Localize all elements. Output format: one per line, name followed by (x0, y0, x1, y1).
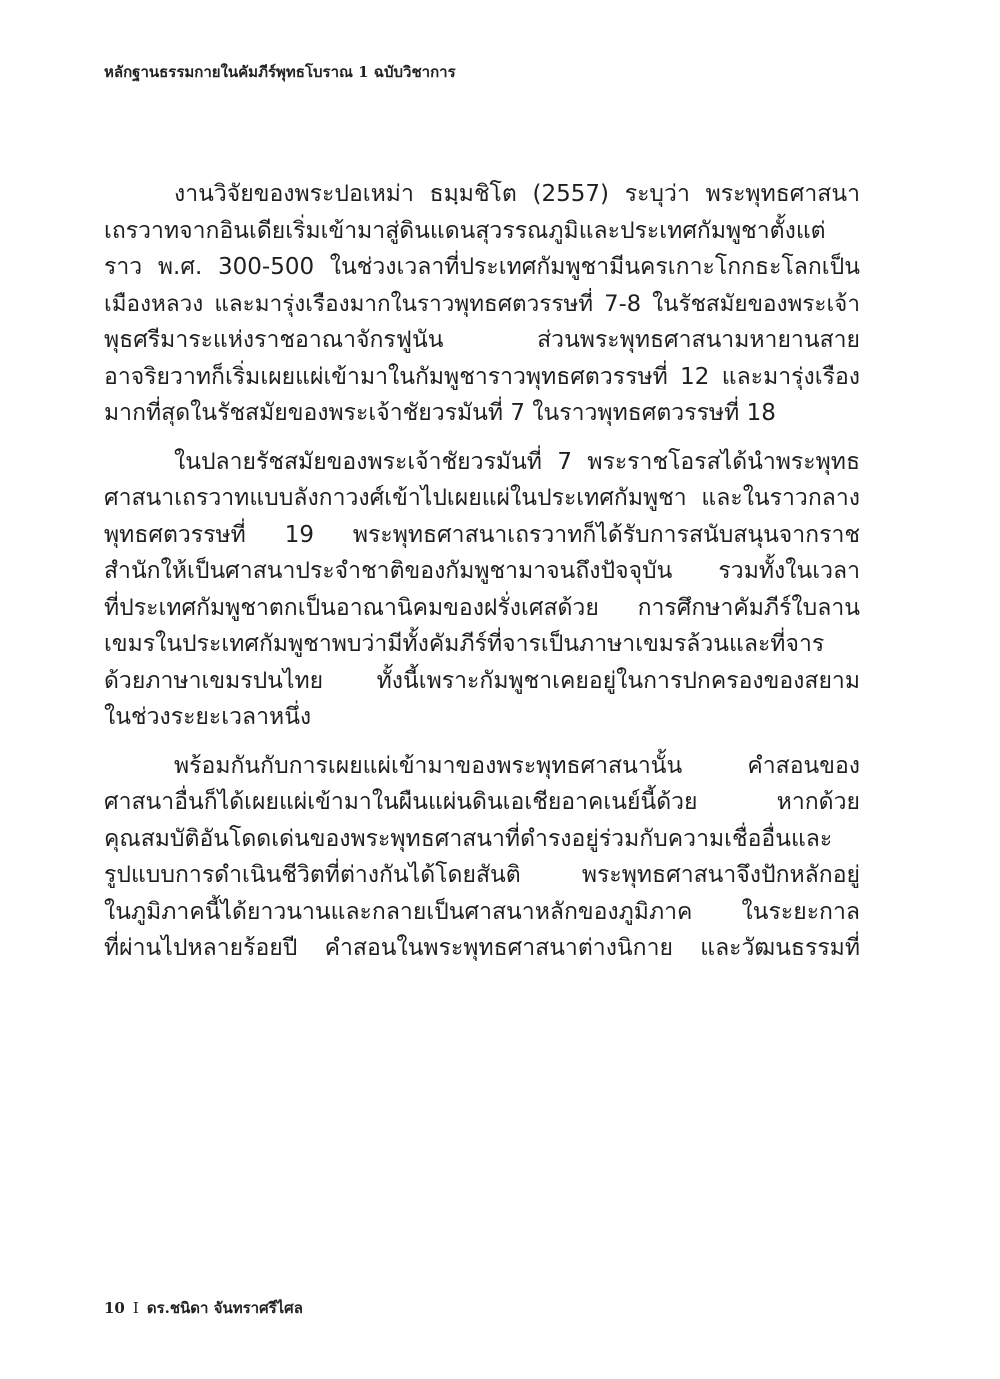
paragraph-line: คุณสมบัติอันโดดเด่นของพระพุทธศาสนาที่ดำรงอยู่ร่วมกับความเชื่ออื่นและ (104, 825, 833, 852)
paragraph-line: ที่ประเทศกัมพูชาตกเป็นอาณานิคมของฝรั่งเศสด้วย การศึกษาคัมภีร์ใบลาน (104, 594, 860, 621)
paragraph-line: เขมรในประเทศกัมพูชาพบว่ามีทั้งคัมภีร์ที่จารเป็นภาษาเขมรล้วนและที่จาร (104, 631, 825, 657)
page-footer (104, 1296, 303, 1320)
author-name: ดร.ชนิดา จันทราศรีไศล (146, 1299, 303, 1317)
paragraph-line: อาจริยวาทก็เริ่มเผยแผ่เข้ามาในกัมพูชาราวพุทธศตวรรษที่ 12 และมารุ่งเรือง (104, 363, 860, 390)
paragraph-line: พุทธศตวรรษที่ 19 พระพุทธศาสนาเถรวาทก็ได้รับการสนับสนุนจากราช (104, 521, 860, 548)
page-number: 10 (104, 1299, 125, 1317)
paragraph-line: งานวิจัยของพระปอเหม่า ธมฺมชิโต (2557) ระบุว่า พระพุทธศาสนา (174, 181, 860, 207)
running-header: หลักฐานธรรมกายในคัมภีร์พุทธโบราณ 1 ฉบับวิชาการ (104, 63, 456, 81)
paragraph-line: เมืองหลวง และมารุ่งเรืองมากในราวพุทธศตวรรษที่ 7-8 ในรัชสมัยของพระเจ้า (104, 290, 860, 317)
paragraph-line: ด้วยภาษาเขมรปนไทย ทั้งนี้เพราะกัมพูชาเคยอยู่ในการปกครองของสยาม (104, 667, 860, 694)
paragraph-3 (104, 748, 860, 967)
paragraph-line: ศาสนาอื่นก็ได้เผยแผ่เข้ามาในผืนแผ่นดินเอเชียอาคเนย์นี้ด้วย หากด้วย (104, 789, 860, 815)
paragraph-line: เถรวาทจากอินเดียเริ่มเข้ามาสู่ดินแดนสุวรรณภูมิและประเทศกัมพูชาตั้งแต่ (104, 217, 826, 244)
paragraph-2 (104, 444, 860, 736)
footer-separator: I (132, 1299, 139, 1317)
paragraph-line: สำนักให้เป็นศาสนาประจำชาติของกัมพูชามาจนถึงปัจจุบัน รวมทั้งในเวลา (104, 558, 860, 584)
paragraph-line: ราว พ.ศ. 300-500 ในช่วงเวลาที่ประเทศกัมพูชามีนครเกาะโกกธะโลกเป็น (104, 254, 860, 280)
paragraph-1 (104, 176, 860, 432)
paragraph-line: ศาสนาเถรวาทแบบลังกาวงศ์เข้าไปเผยแผ่ในประเทศกัมพูชา และในราวกลาง (104, 485, 860, 511)
paragraph-line: ในภูมิภาคนี้ได้ยาวนานและกลายเป็นศาสนาหลักของภูมิภาค ในระยะกาล (104, 898, 860, 925)
paragraph-line: ที่ผ่านไปหลายร้อยปี คำสอนในพระพุทธศาสนาต่างนิกาย และวัฒนธรรมที่ (104, 935, 860, 961)
paragraph-line: รูปแบบการดำเนินชีวิตที่ต่างกันได้โดยสันติ พระพุทธศาสนาจึงปักหลักอยู่ (104, 862, 860, 888)
body-text (104, 176, 860, 979)
paragraph-line: พุธศรีมาระแห่งราชอาณาจักรฟูนัน ส่วนพระพุทธศาสนามหายานสาย (104, 327, 860, 353)
paragraph-line: ในช่วงระยะเวลาหนึ่ง (104, 704, 312, 730)
paragraph-line: พร้อมกันกับการเผยแผ่เข้ามาของพระพุทธศาสนานั้น คำสอนของ (174, 752, 860, 779)
paragraph-line: ในปลายรัชสมัยของพระเจ้าชัยวรมันที่ 7 พระราชโอรสได้นำพระพุทธ (174, 448, 860, 475)
paragraph-line: มากที่สุดในรัชสมัยของพระเจ้าชัยวรมันที่ 7 ในราวพุทธศตวรรษที่ 18 (104, 400, 776, 426)
